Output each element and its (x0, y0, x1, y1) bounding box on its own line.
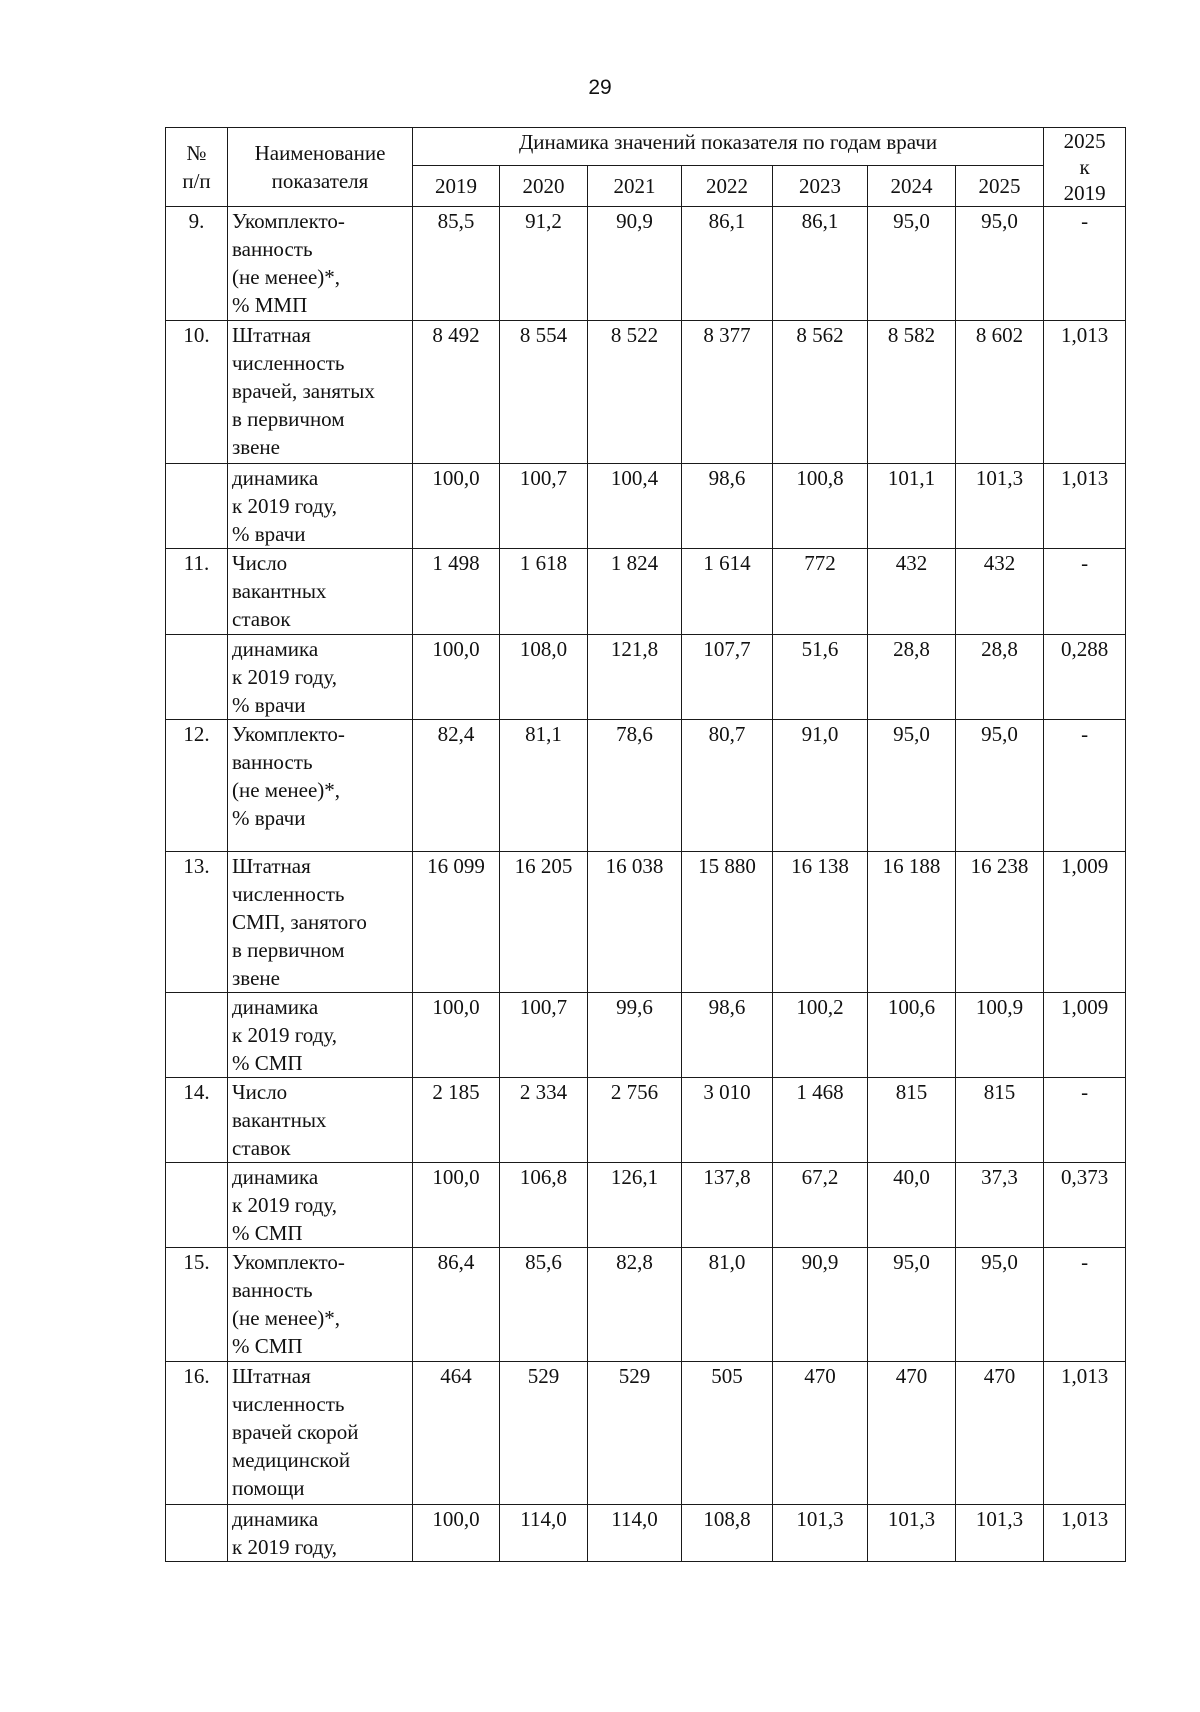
value-cell: 100,9 (956, 993, 1044, 1078)
ratio-cell: - (1044, 720, 1126, 852)
table-row (166, 852, 1126, 993)
value-cell: 1 614 (682, 549, 773, 635)
ratio-cell: 0,373 (1044, 1163, 1126, 1248)
ratio-cell: - (1044, 207, 1126, 321)
value-cell: 78,6 (588, 720, 682, 852)
ratio-cell: - (1044, 1078, 1126, 1163)
value-cell: 82,8 (588, 1248, 682, 1362)
value-cell: 100,7 (500, 464, 588, 549)
value-cell: 16 205 (500, 852, 588, 993)
value-cell: 8 492 (413, 321, 500, 464)
value-cell: 85,5 (413, 207, 500, 321)
row-number: 14. (166, 1078, 228, 1163)
value-cell: 81,0 (682, 1248, 773, 1362)
value-cell: 37,3 (956, 1163, 1044, 1248)
value-cell: 2 756 (588, 1078, 682, 1163)
table-row (166, 1078, 1126, 1163)
page-number: 29 (588, 76, 612, 99)
value-cell: 470 (956, 1362, 1044, 1505)
table-row (166, 635, 1126, 720)
row-number: 16. (166, 1362, 228, 1505)
value-cell: 8 522 (588, 321, 682, 464)
value-cell: 529 (500, 1362, 588, 1505)
table-row (166, 1248, 1126, 1362)
value-cell: 126,1 (588, 1163, 682, 1248)
row-number: 12. (166, 720, 228, 852)
row-number: 15. (166, 1248, 228, 1362)
indicator-table (165, 127, 1126, 1562)
value-cell: 3 010 (682, 1078, 773, 1163)
table-row (166, 720, 1126, 852)
value-cell: 98,6 (682, 993, 773, 1078)
table-row (166, 1163, 1126, 1248)
value-cell: 108,0 (500, 635, 588, 720)
value-cell: 815 (956, 1078, 1044, 1163)
value-cell: 1 498 (413, 549, 500, 635)
value-cell: 100,2 (773, 993, 868, 1078)
header-num: № п/п (166, 128, 228, 207)
value-cell: 100,8 (773, 464, 868, 549)
header-year: 2020 (500, 166, 588, 207)
table-row (166, 993, 1126, 1078)
header-year: 2019 (413, 166, 500, 207)
value-cell: 95,0 (956, 207, 1044, 321)
table-row (166, 1362, 1126, 1505)
ratio-cell: 0,288 (1044, 635, 1126, 720)
value-cell: 95,0 (956, 1248, 1044, 1362)
row-number: 10. (166, 321, 228, 464)
value-cell: 8 562 (773, 321, 868, 464)
value-cell: 8 582 (868, 321, 956, 464)
value-cell: 86,1 (682, 207, 773, 321)
value-cell: 95,0 (868, 720, 956, 852)
header-year: 2023 (773, 166, 868, 207)
ratio-cell: 1,013 (1044, 321, 1126, 464)
indicator-name: Число вакантных ставок (228, 549, 413, 635)
value-cell: 470 (868, 1362, 956, 1505)
table-row (166, 464, 1126, 549)
value-cell: 8 554 (500, 321, 588, 464)
value-cell: 16 188 (868, 852, 956, 993)
value-cell: 101,3 (868, 1505, 956, 1562)
value-cell: 67,2 (773, 1163, 868, 1248)
value-cell: 98,6 (682, 464, 773, 549)
indicator-name: Укомплекто- ванность (не менее)*, % СМП (228, 1248, 413, 1362)
row-number (166, 1505, 228, 1562)
value-cell: 40,0 (868, 1163, 956, 1248)
value-cell: 114,0 (500, 1505, 588, 1562)
value-cell: 85,6 (500, 1248, 588, 1362)
value-cell: 505 (682, 1362, 773, 1505)
value-cell: 8 602 (956, 321, 1044, 464)
value-cell: 100,4 (588, 464, 682, 549)
row-number: 9. (166, 207, 228, 321)
ratio-cell: 1,009 (1044, 852, 1126, 993)
value-cell: 86,1 (773, 207, 868, 321)
indicator-name: Укомплекто- ванность (не менее)*, % врачи (228, 720, 413, 852)
value-cell: 100,6 (868, 993, 956, 1078)
value-cell: 90,9 (773, 1248, 868, 1362)
table-row (166, 549, 1126, 635)
value-cell: 100,0 (413, 1163, 500, 1248)
value-cell: 15 880 (682, 852, 773, 993)
value-cell: 16 038 (588, 852, 682, 993)
value-cell: 82,4 (413, 720, 500, 852)
value-cell: 16 238 (956, 852, 1044, 993)
table-row (166, 1505, 1126, 1562)
ratio-cell: - (1044, 1248, 1126, 1362)
value-cell: 101,3 (773, 1505, 868, 1562)
value-cell: 81,1 (500, 720, 588, 852)
row-number: 11. (166, 549, 228, 635)
indicator-name: Штатная численность СМП, занятого в первичном звене (228, 852, 413, 993)
value-cell: 8 377 (682, 321, 773, 464)
table-row (166, 207, 1126, 321)
value-cell: 100,0 (413, 1505, 500, 1562)
value-cell: 80,7 (682, 720, 773, 852)
value-cell: 101,1 (868, 464, 956, 549)
value-cell: 16 138 (773, 852, 868, 993)
indicator-name: динамика к 2019 году, (228, 1505, 413, 1562)
value-cell: 51,6 (773, 635, 868, 720)
value-cell: 100,0 (413, 464, 500, 549)
value-cell: 432 (868, 549, 956, 635)
indicator-name: Укомплекто- ванность (не менее)*, % ММП (228, 207, 413, 321)
value-cell: 16 099 (413, 852, 500, 993)
header-name: Наименование показателя (228, 128, 413, 207)
value-cell: 28,8 (868, 635, 956, 720)
row-number (166, 1163, 228, 1248)
value-cell: 432 (956, 549, 1044, 635)
ratio-cell: - (1044, 549, 1126, 635)
value-cell: 137,8 (682, 1163, 773, 1248)
indicator-name: динамика к 2019 году, % врачи (228, 635, 413, 720)
table-row (166, 321, 1126, 464)
indicator-name: динамика к 2019 году, % врачи (228, 464, 413, 549)
value-cell: 107,7 (682, 635, 773, 720)
header-year: 2025 (956, 166, 1044, 207)
table-header (166, 128, 1126, 207)
value-cell: 86,4 (413, 1248, 500, 1362)
value-cell: 529 (588, 1362, 682, 1505)
header-year: 2022 (682, 166, 773, 207)
value-cell: 91,0 (773, 720, 868, 852)
value-cell: 99,6 (588, 993, 682, 1078)
ratio-cell: 1,009 (1044, 993, 1126, 1078)
row-number (166, 993, 228, 1078)
value-cell: 90,9 (588, 207, 682, 321)
value-cell: 95,0 (868, 1248, 956, 1362)
row-number: 13. (166, 852, 228, 993)
table-body (166, 207, 1126, 1562)
ratio-cell: 1,013 (1044, 464, 1126, 549)
value-cell: 100,0 (413, 993, 500, 1078)
value-cell: 1 824 (588, 549, 682, 635)
ratio-cell: 1,013 (1044, 1362, 1126, 1505)
value-cell: 1 468 (773, 1078, 868, 1163)
value-cell: 815 (868, 1078, 956, 1163)
value-cell: 106,8 (500, 1163, 588, 1248)
indicator-name: Число вакантных ставок (228, 1078, 413, 1163)
value-cell: 2 185 (413, 1078, 500, 1163)
indicator-name: Штатная численность врачей, занятых в первичном звене (228, 321, 413, 464)
header-year: 2021 (588, 166, 682, 207)
value-cell: 108,8 (682, 1505, 773, 1562)
value-cell: 1 618 (500, 549, 588, 635)
value-cell: 121,8 (588, 635, 682, 720)
ratio-cell: 1,013 (1044, 1505, 1126, 1562)
value-cell: 464 (413, 1362, 500, 1505)
row-number (166, 464, 228, 549)
value-cell: 100,0 (413, 635, 500, 720)
indicator-name: Штатная численность врачей скорой медицинской помощи (228, 1362, 413, 1505)
value-cell: 95,0 (956, 720, 1044, 852)
value-cell: 101,3 (956, 464, 1044, 549)
row-number (166, 635, 228, 720)
value-cell: 114,0 (588, 1505, 682, 1562)
indicator-name: динамика к 2019 году, % СМП (228, 1163, 413, 1248)
header-dynamics: Динамика значений показателя по годам врачи (413, 128, 1044, 166)
value-cell: 28,8 (956, 635, 1044, 720)
value-cell: 95,0 (868, 207, 956, 321)
value-cell: 91,2 (500, 207, 588, 321)
value-cell: 100,7 (500, 993, 588, 1078)
header-year: 2024 (868, 166, 956, 207)
value-cell: 470 (773, 1362, 868, 1505)
value-cell: 772 (773, 549, 868, 635)
indicator-name: динамика к 2019 году, % СМП (228, 993, 413, 1078)
value-cell: 2 334 (500, 1078, 588, 1163)
header-ratio: 2025 к 2019 (1044, 128, 1126, 207)
value-cell: 101,3 (956, 1505, 1044, 1562)
